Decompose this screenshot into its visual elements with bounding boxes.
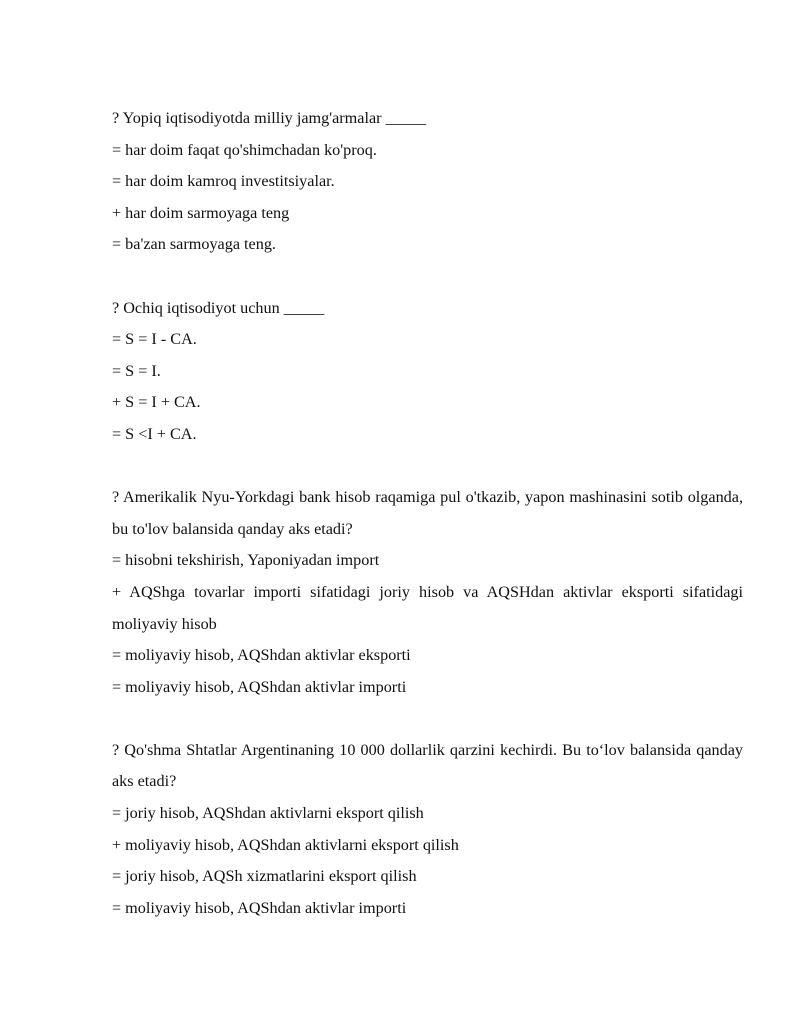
question-block-3: [112, 482, 743, 703]
answer-option: = S = I - CA.: [112, 330, 197, 349]
question-text: ? Ochiq iqtisodiyot uchun _____: [112, 298, 325, 317]
answer-option: = moliyaviy hisob, AQShdan aktivlar importi: [112, 898, 407, 917]
question-text: ? Amerikalik Nyu-Yorkdagi bank hisob raqamiga pul o'tkazib, yapon mashinasini sotib olganda, bu to'lov balansida qanday aks etadi?: [112, 488, 743, 538]
answer-option: = ba'zan sarmoyaga teng.: [112, 235, 276, 254]
question-text: ? Yopiq iqtisodiyotda milliy jamg'armalar _____: [112, 109, 427, 127]
answer-option: = joriy hisob, AQShdan aktivlarni eksport qilish: [112, 804, 424, 823]
answer-option-correct: + AQShga tovarlar importi sifatidagi joriy hisob va AQSHdan aktivlar eksporti sifatidagi moliyaviy hisob: [112, 582, 743, 633]
question-text: ? Qo'shma Shtatlar Argentinaning 10 000 dollarlik qarzini kechirdi. Bu to‘lov balansida qanday aks etadi?: [112, 740, 743, 791]
answer-option: = hisobni tekshirish, Yaponiyadan import: [112, 551, 380, 570]
answer-option-correct: + S = I + CA.: [112, 393, 201, 412]
document-page: [112, 103, 743, 956]
answer-option: = moliyaviy hisob, AQShdan aktivlar eksporti: [112, 646, 411, 665]
answer-option: = har doim kamroq investitsiyalar.: [112, 172, 335, 191]
question-block-4: [112, 735, 743, 925]
answer-option-correct: + har doim sarmoyaga teng: [112, 203, 290, 222]
question-block-1: [112, 103, 743, 261]
question-block-2: [112, 293, 743, 451]
answer-option: = joriy hisob, AQSh xizmatlarini eksport qilish: [112, 867, 417, 886]
answer-option: = S <I + CA.: [112, 424, 197, 443]
answer-option: = S = I.: [112, 361, 161, 380]
answer-option: = moliyaviy hisob, AQShdan aktivlar importi: [112, 677, 407, 696]
answer-option: = har doim faqat qo'shimchadan ko'proq.: [112, 140, 377, 159]
answer-option-correct: + moliyaviy hisob, AQShdan aktivlarni eksport qilish: [112, 835, 459, 854]
